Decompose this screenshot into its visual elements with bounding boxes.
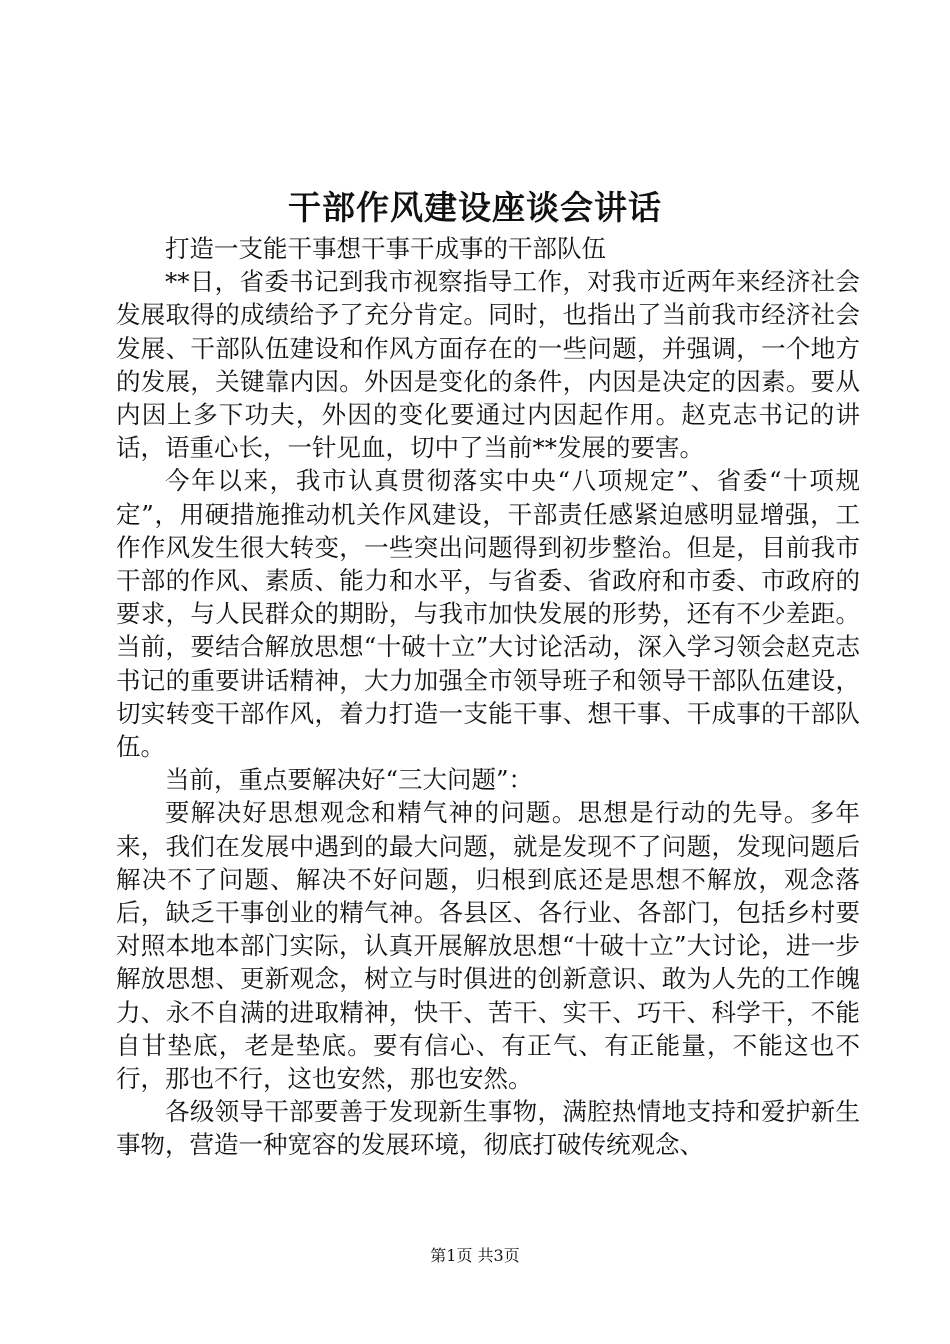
document-title: 干部作风建设座谈会讲话 xyxy=(288,188,662,227)
paragraph: 要解决好思想观念和精气神的问题。思想是行动的先导。多年来，我们在发展中遇到的最大问题，就是发现不了问题，发现问题后解决不了问题、解决不好问题，归根到底还是思想不解放，观念落后，缺乏干事创业的精气神。各县区、各行业、各部门，包括乡村要对照本地本部门实际，认真开展解放思想“十破十立”大讨论，进一步解放思想、更新观念，树立与时俱进的创新意识、敢为人先的工作魄力、永不自满的进取精神，快干、苦干、实干、巧干、科学干，不能自甘垫底，老是垫底。要有信心、有正气、有正能量，不能这也不行，那也不行，这也安然，那也安然。 xyxy=(116,798,860,1094)
paragraph-subtitle: 打造一支能干事想干事干成事的干部队伍 xyxy=(165,234,606,263)
document-body xyxy=(116,232,860,1162)
paragraph: 今年以来，我市认真贯彻落实中央“八项规定”、省委“十项规定”，用硬措施推动机关作风建设，干部责任感紧迫感明显增强，工作作风发生很大转变，一些突出问题得到初步整治。但是，目前我市干部的作风、素质、能力和水平，与省委、省政府和市委、市政府的要求，与人民群众的期盼，与我市加快发展的形势，还有不少差距。当前，要结合解放思想“十破十立”大讨论活动，深入学习领会赵克志书记的重要讲话精神，大力加强全市领导班子和领导干部队伍建设，切实转变干部作风，着力打造一支能干事、想干事、干成事的干部队伍。 xyxy=(116,466,860,762)
paragraph: 各级领导干部要善于发现新生事物，满腔热情地支持和爱护新生事物，营造一种宽容的发展环境，彻底打破传统观念、 xyxy=(116,1097,860,1160)
page-number-footer: 第1页 共3页 xyxy=(430,1246,520,1265)
paragraph: **日，省委书记到我市视察指导工作，对我市近两年来经济社会发展取得的成绩给予了充分肯定。同时，也指出了当前我市经济社会发展、干部队伍建设和作风方面存在的一些问题，并强调，一个地方的发展，关键靠内因。外因是变化的条件，内因是决定的因素。要从内因上多下功夫，外因的变化要通过内因起作用。赵克志书记的讲话，语重心长，一针见血，切中了当前**发展的要害。 xyxy=(116,267,860,463)
paragraph: 当前，重点要解决好“三大问题”： xyxy=(165,765,534,795)
